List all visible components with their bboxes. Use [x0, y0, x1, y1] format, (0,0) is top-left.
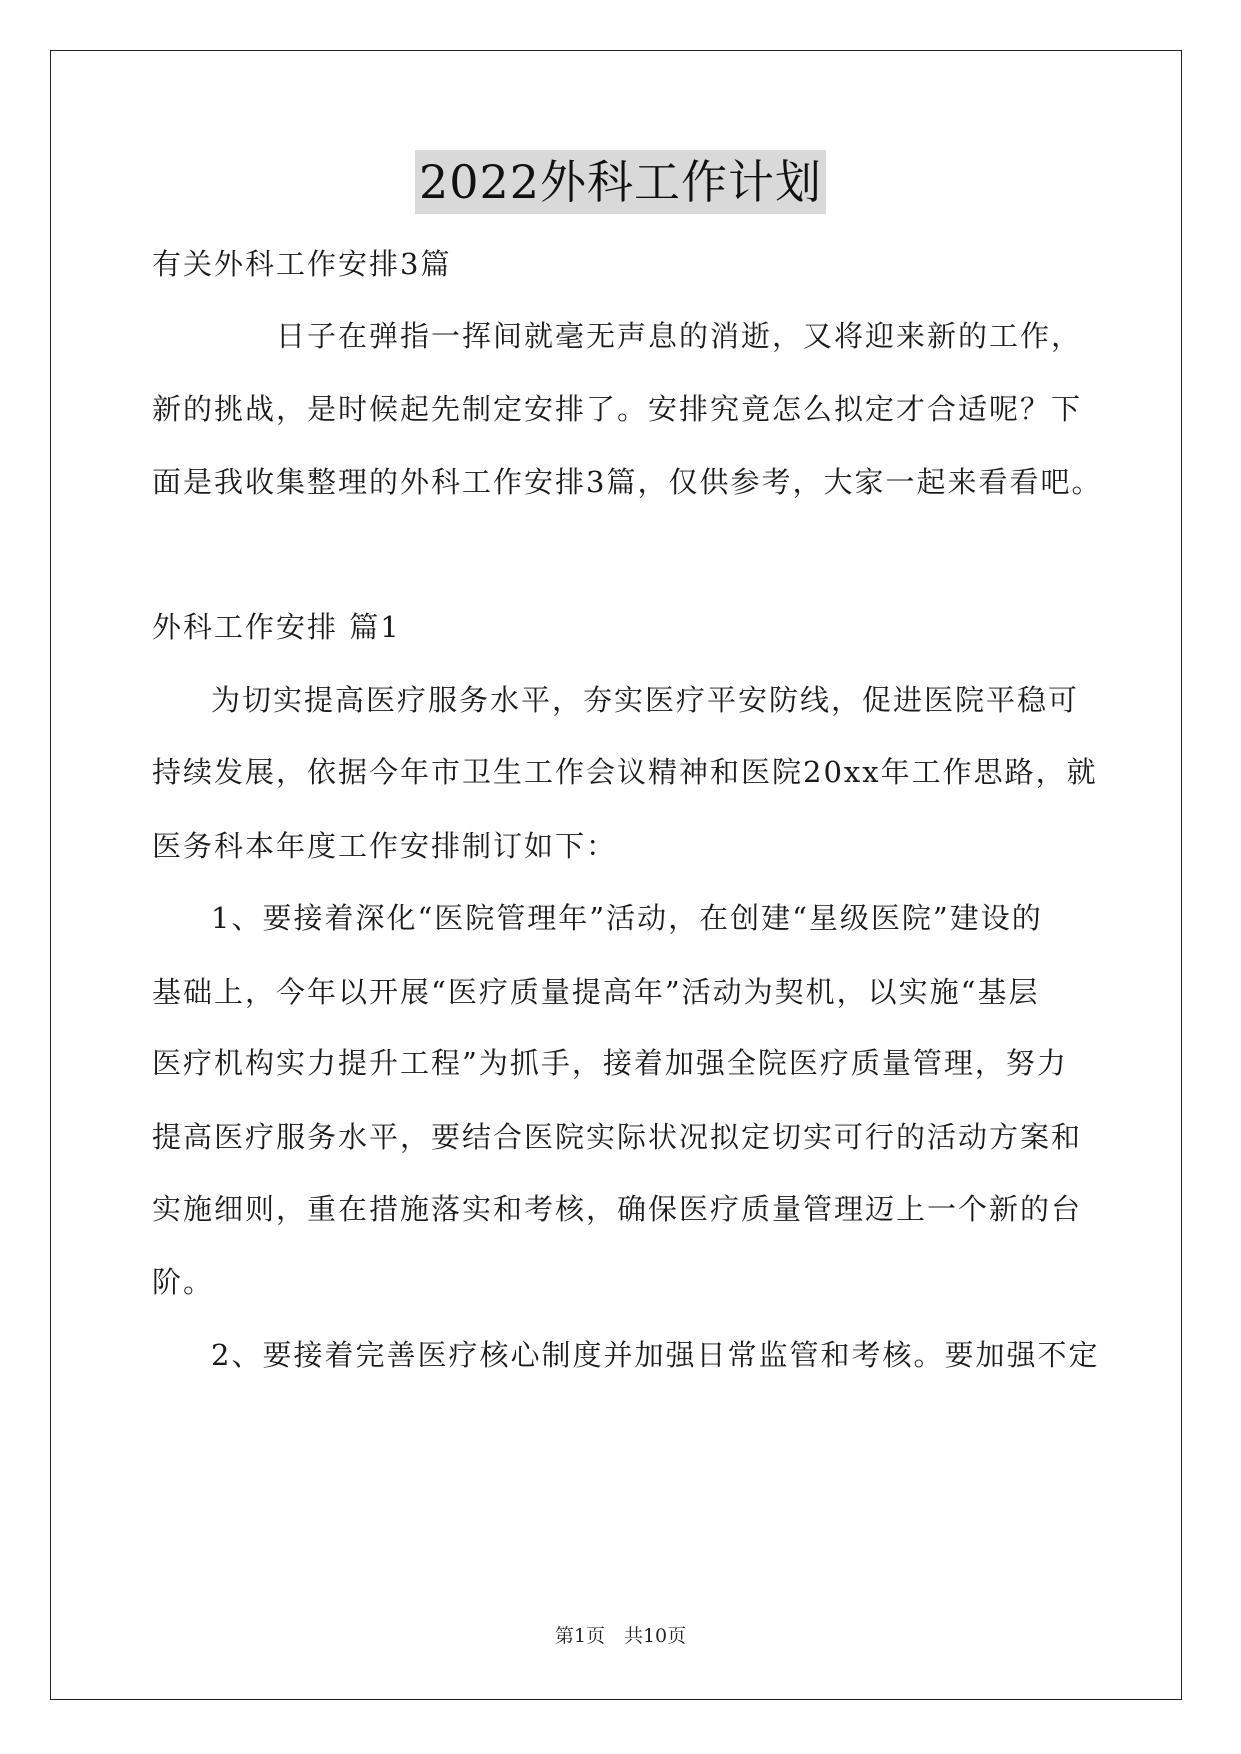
body-line: 2、要接着完善医疗核心制度并加强日常监管和考核。要加强不定	[211, 1338, 1100, 1372]
document-title: 2022外科工作计划	[415, 150, 826, 214]
body-line: 1、要接着深化“医院管理年”活动，在创建“星级医院”建设的	[211, 901, 1043, 935]
body-line: 实施细则，重在措施落实和考核，确保医疗质量管理迈上一个新的台	[152, 1192, 1083, 1226]
body-line: 基础上，今年以开展“医疗质量提高年”活动为契机，以实施“基层	[152, 975, 1040, 1009]
body-line: 提高医疗服务水平，要结合医院实际状况拟定切实可行的活动方案和	[152, 1120, 1083, 1154]
subtitle-line: 有关外科工作安排3篇	[152, 247, 452, 281]
page-footer: 第1页 共10页	[554, 1625, 687, 1647]
title-block	[0, 150, 1241, 214]
section-heading: 外科工作安排 篇1	[152, 610, 401, 644]
body-line: 医务科本年度工作安排制订如下：	[152, 829, 618, 863]
body-line: 持续发展，依据今年市卫生工作会议精神和医院20xx年工作思路，就	[152, 755, 1098, 789]
body-line: 新的挑战，是时候起先制定安排了。安排究竟怎么拟定才合适呢？下	[152, 392, 1083, 426]
body-line: 医疗机构实力提升工程”为抓手，接着加强全院医疗质量管理，努力	[152, 1046, 1068, 1080]
body-line: 日子在弹指一挥间就毫无声息的消逝，又将迎来新的工作，	[276, 319, 1083, 353]
page-border	[50, 50, 1182, 1700]
body-line: 阶。	[152, 1265, 215, 1299]
body-line: 为切实提高医疗服务水平，夯实医疗平安防线，促进医院平稳可	[211, 683, 1080, 717]
body-line: 面是我收集整理的外科工作安排3篇，仅供参考，大家一起来看看吧。	[152, 465, 1103, 499]
